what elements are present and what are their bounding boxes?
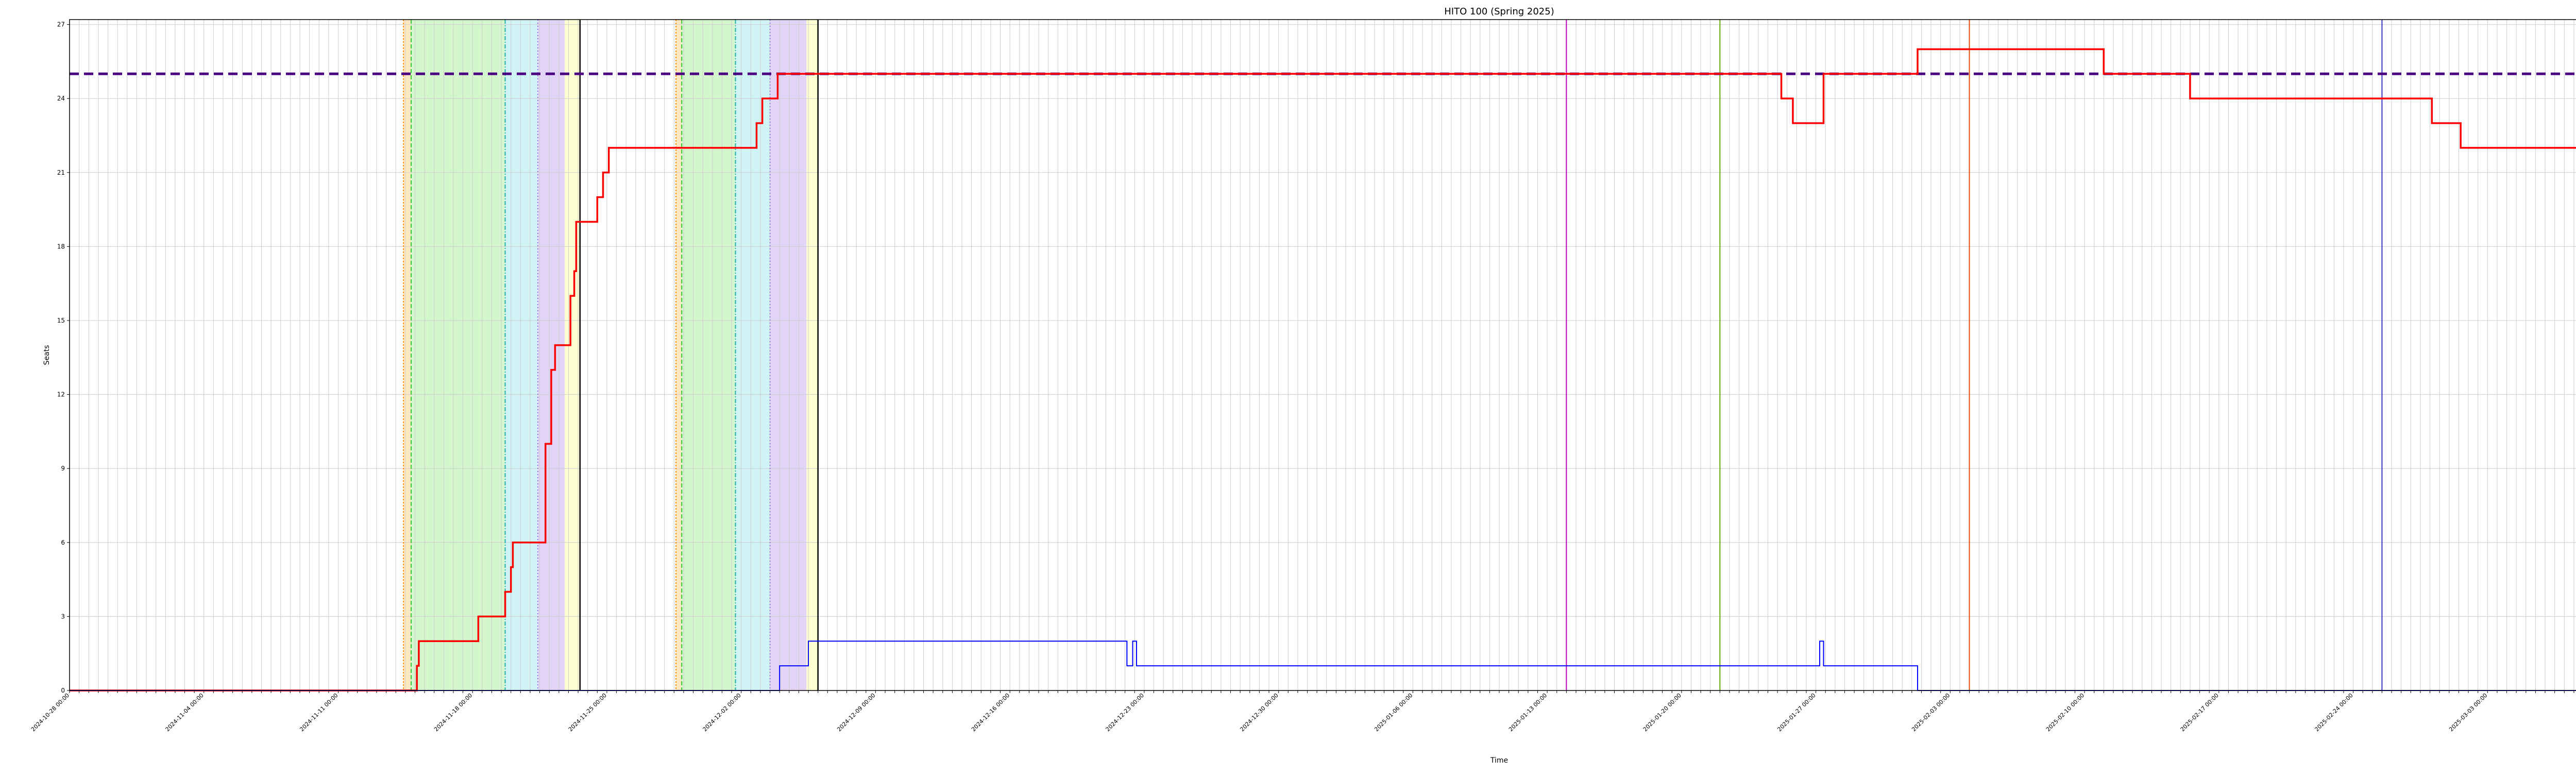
x-tick-label: 2025-02-24 00:00 <box>2313 692 2354 733</box>
x-tick-label: 2024-11-18 00:00 <box>433 692 474 733</box>
y-tick-label: 6 <box>61 538 65 546</box>
x-tick-label: 2025-01-27 00:00 <box>1776 692 1817 733</box>
period-band-senior_enrollment <box>411 20 505 690</box>
x-tick-label: 2024-12-30 00:00 <box>1239 692 1280 733</box>
x-axis-label: Time <box>1490 756 1509 765</box>
x-tick-label: 2024-12-02 00:00 <box>701 692 742 733</box>
y-tick-label: 9 <box>61 465 65 473</box>
x-tick-label: 2024-10-28 00:00 <box>29 692 71 733</box>
x-tick-label: 2025-02-10 00:00 <box>2044 692 2086 733</box>
y-tick-label: 27 <box>57 21 65 28</box>
y-tick-label: 24 <box>57 95 65 103</box>
x-tick-label: 2025-01-13 00:00 <box>1507 692 1549 733</box>
x-tick-label: 2024-12-23 00:00 <box>1104 692 1146 733</box>
period-band-freshmen_enrollment <box>565 20 580 690</box>
period-band-priority_enrollment <box>403 20 411 690</box>
y-tick-label: 18 <box>57 243 65 250</box>
x-tick-label: 2025-02-03 00:00 <box>1910 692 1952 733</box>
y-tick-label: 12 <box>57 391 65 398</box>
chart-title: HITO 100 (Spring 2025) <box>1444 6 1554 17</box>
period-band-sophomore_enrollment <box>538 20 565 690</box>
x-tick-label: 2024-11-11 00:00 <box>298 692 340 733</box>
period-band-junior_enrollment <box>736 20 770 690</box>
y-tick-label: 15 <box>57 316 65 324</box>
x-tick-label: 2024-11-25 00:00 <box>567 692 608 733</box>
y-axis-label: Seats <box>43 345 51 365</box>
period-band-senior_enrollment <box>682 20 735 690</box>
x-tick-label: 2024-12-16 00:00 <box>970 692 1011 733</box>
period-band-priority_enrollment <box>676 20 682 690</box>
y-tick-label: 21 <box>57 169 65 176</box>
period-band-sophomore_enrollment <box>770 20 807 690</box>
y-tick-label: 0 <box>61 687 65 694</box>
x-tick-label: 2025-01-06 00:00 <box>1373 692 1414 733</box>
x-tick-label: 2025-03-03 00:00 <box>2448 692 2489 733</box>
x-tick-label: 2024-12-09 00:00 <box>836 692 877 733</box>
x-tick-label: 2025-01-20 00:00 <box>1641 692 1683 733</box>
y-tick-label: 3 <box>61 613 65 620</box>
x-tick-label: 2024-11-04 00:00 <box>164 692 205 733</box>
x-tick-label: 2025-02-17 00:00 <box>2179 692 2220 733</box>
